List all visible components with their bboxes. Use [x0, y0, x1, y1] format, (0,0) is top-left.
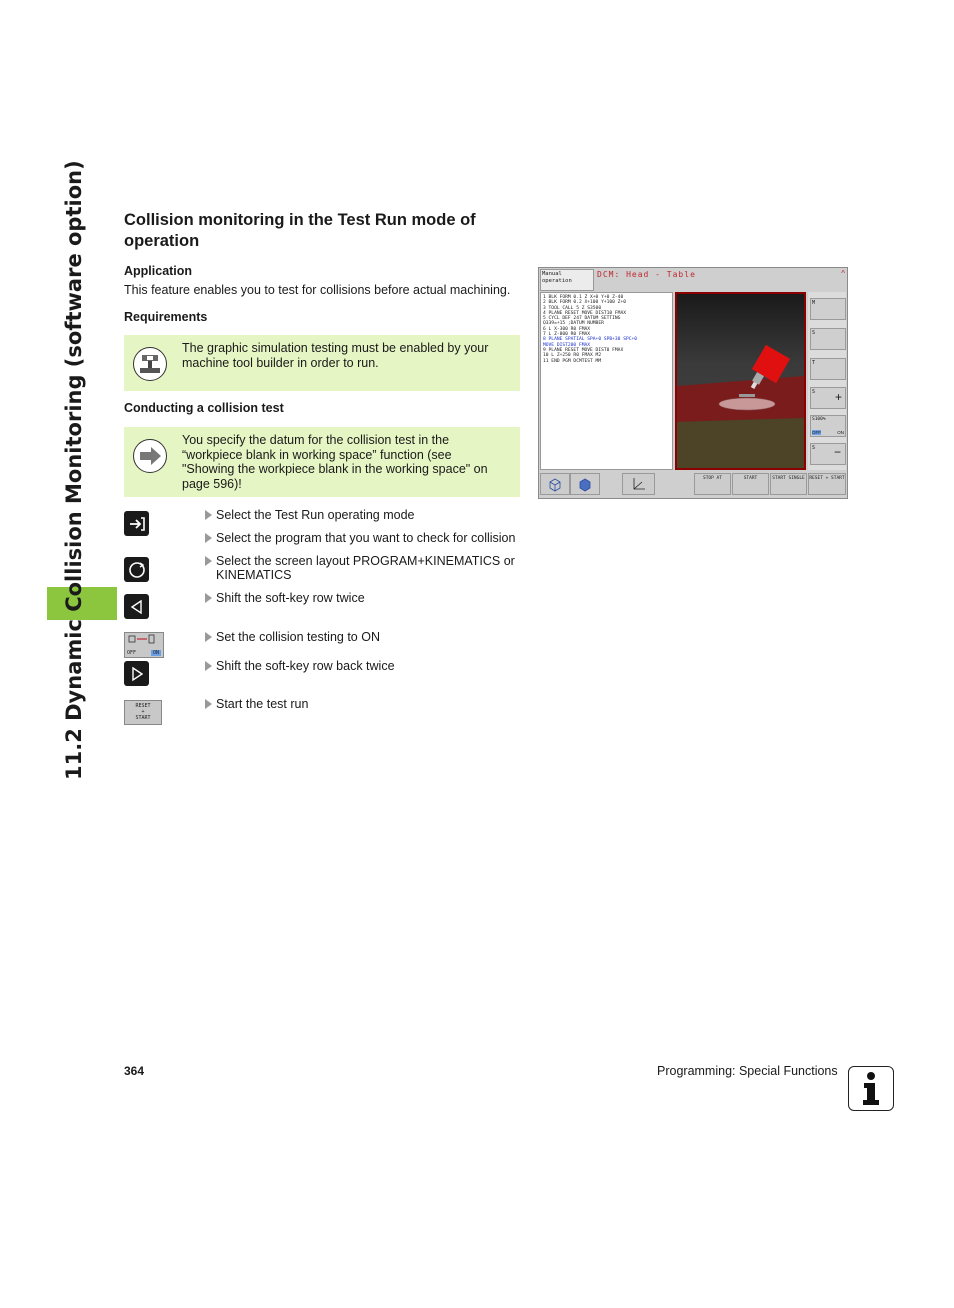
application-text: This feature enables you to test for collisions before actual machining. [124, 283, 511, 297]
side-softkey-minus: S − [810, 443, 846, 465]
bottom-softkey-axes [622, 473, 655, 495]
program-line: 5 CYCL DEF 247 DATUM SETTING [543, 316, 621, 322]
program-line: 10 L Z+250 R0 FMAX M2 [543, 353, 602, 359]
program-line: 1 BLK FORM 0.1 Z X+0 Y+0 Z-40 [543, 295, 624, 300]
screenshot-title: DCM: Head - Table [597, 270, 696, 279]
side-softkey-t: T [810, 358, 846, 380]
screenshot-mode-box: Manual operation [540, 269, 594, 291]
program-line: 3 TOOL CALL 5 Z S3500 [543, 305, 602, 311]
requirements-label: Requirements [124, 310, 208, 324]
screenshot-bottom-softkeys [540, 473, 846, 497]
program-line: 6 L X-300 R0 FMAX [543, 326, 591, 332]
info-icon [848, 1066, 894, 1111]
requirements-note-text: The graphic simulation testing must be enabled by your machine tool builder in order to run. [182, 341, 489, 370]
bottom-softkey-stop-at: STOP AT [694, 473, 731, 495]
conducting-note [124, 427, 520, 497]
softkey-on-label: ON [152, 650, 159, 656]
step-5: Set the collision testing to ON [205, 630, 525, 644]
bottom-softkey-reset-start: RESET + START [808, 473, 846, 495]
softkey-start-label: START [135, 715, 151, 721]
program-line: 11 END PGM DCMTEST MM [543, 358, 602, 364]
bottom-softkey-cube-1 [540, 473, 570, 495]
step-3: Select the screen layout PROGRAM+KINEMATICS or KINEMATICS [205, 554, 525, 582]
program-line: 7 L Z-800 R0 FMAX [543, 332, 591, 338]
reset-start-softkey [124, 700, 162, 725]
side-softkey-s100: S100% OFF ON [812, 417, 844, 435]
conducting-note-text: You specify the datum for the collision test in the “workpiece blank in working space” function (see "Showing the workpiece blank in the working space" on page 596)! [182, 433, 488, 491]
step-4: Shift the soft-key row twice [205, 591, 525, 605]
page-number: 364 [124, 1064, 145, 1078]
side-softkey-m: M [810, 298, 846, 320]
test-run-mode-key-icon [124, 511, 149, 536]
program-line: 2 BLK FORM 0.2 X+100 Y+100 Z+0 [543, 300, 626, 306]
caret-icon: ^ [841, 269, 845, 278]
application-label: Application [124, 264, 193, 278]
screen-layout-key-icon [124, 557, 149, 582]
control-screenshot [538, 267, 848, 499]
conducting-label: Conducting a collision test [124, 401, 284, 415]
side-softkey-s: S [810, 328, 846, 350]
shift-right-key-icon [124, 661, 149, 686]
bottom-softkey-start-single: START SINGLE [770, 473, 807, 495]
screenshot-side-softkeys [808, 292, 846, 470]
program-line: 4 PLANE RESET MOVE DIST10 FMAX [543, 310, 626, 316]
step-6: Shift the soft-key row back twice [205, 659, 525, 673]
program-line: 9 PLANE RESET MOVE DIST0 FMAX [543, 347, 624, 353]
bottom-softkey-start: START [732, 473, 769, 495]
program-line: Q339=+15 ;DATUM NUMBER [543, 321, 604, 327]
section-title: Collision monitoring in the Test Run mode of operation [124, 211, 476, 250]
softkey-plus-label: + [141, 709, 145, 715]
shift-left-key-icon [124, 594, 149, 619]
machine-builder-icon [133, 347, 167, 381]
bottom-softkey-cube-2 [570, 473, 600, 495]
softkey-reset-label: RESET [135, 703, 151, 709]
step-7: Start the test run [205, 697, 525, 711]
chapter-name: Programming: Special Functions [657, 1064, 838, 1078]
sidebar-title: 11.2 Dynamic Collision Monitoring (software option) [62, 160, 86, 780]
step-2: Select the program that you want to check for collision [205, 531, 525, 545]
arrow-right-icon [133, 439, 167, 473]
side-softkey-plus: S + [810, 387, 846, 409]
program-line: MOVE DIST200 FMAX [543, 342, 591, 348]
minus-icon: − [833, 445, 841, 459]
requirements-note [124, 335, 520, 391]
plus-icon: + [834, 390, 842, 404]
program-line: 8 PLANE SPATIAL SPA+0 SPB+30 SPC+0 [543, 337, 638, 343]
collision-on-softkey [124, 632, 164, 658]
step-1: Select the Test Run operating mode [205, 508, 525, 522]
kinematics-view [675, 292, 806, 470]
program-listing [540, 292, 673, 470]
softkey-off-label: OFF [127, 650, 137, 656]
